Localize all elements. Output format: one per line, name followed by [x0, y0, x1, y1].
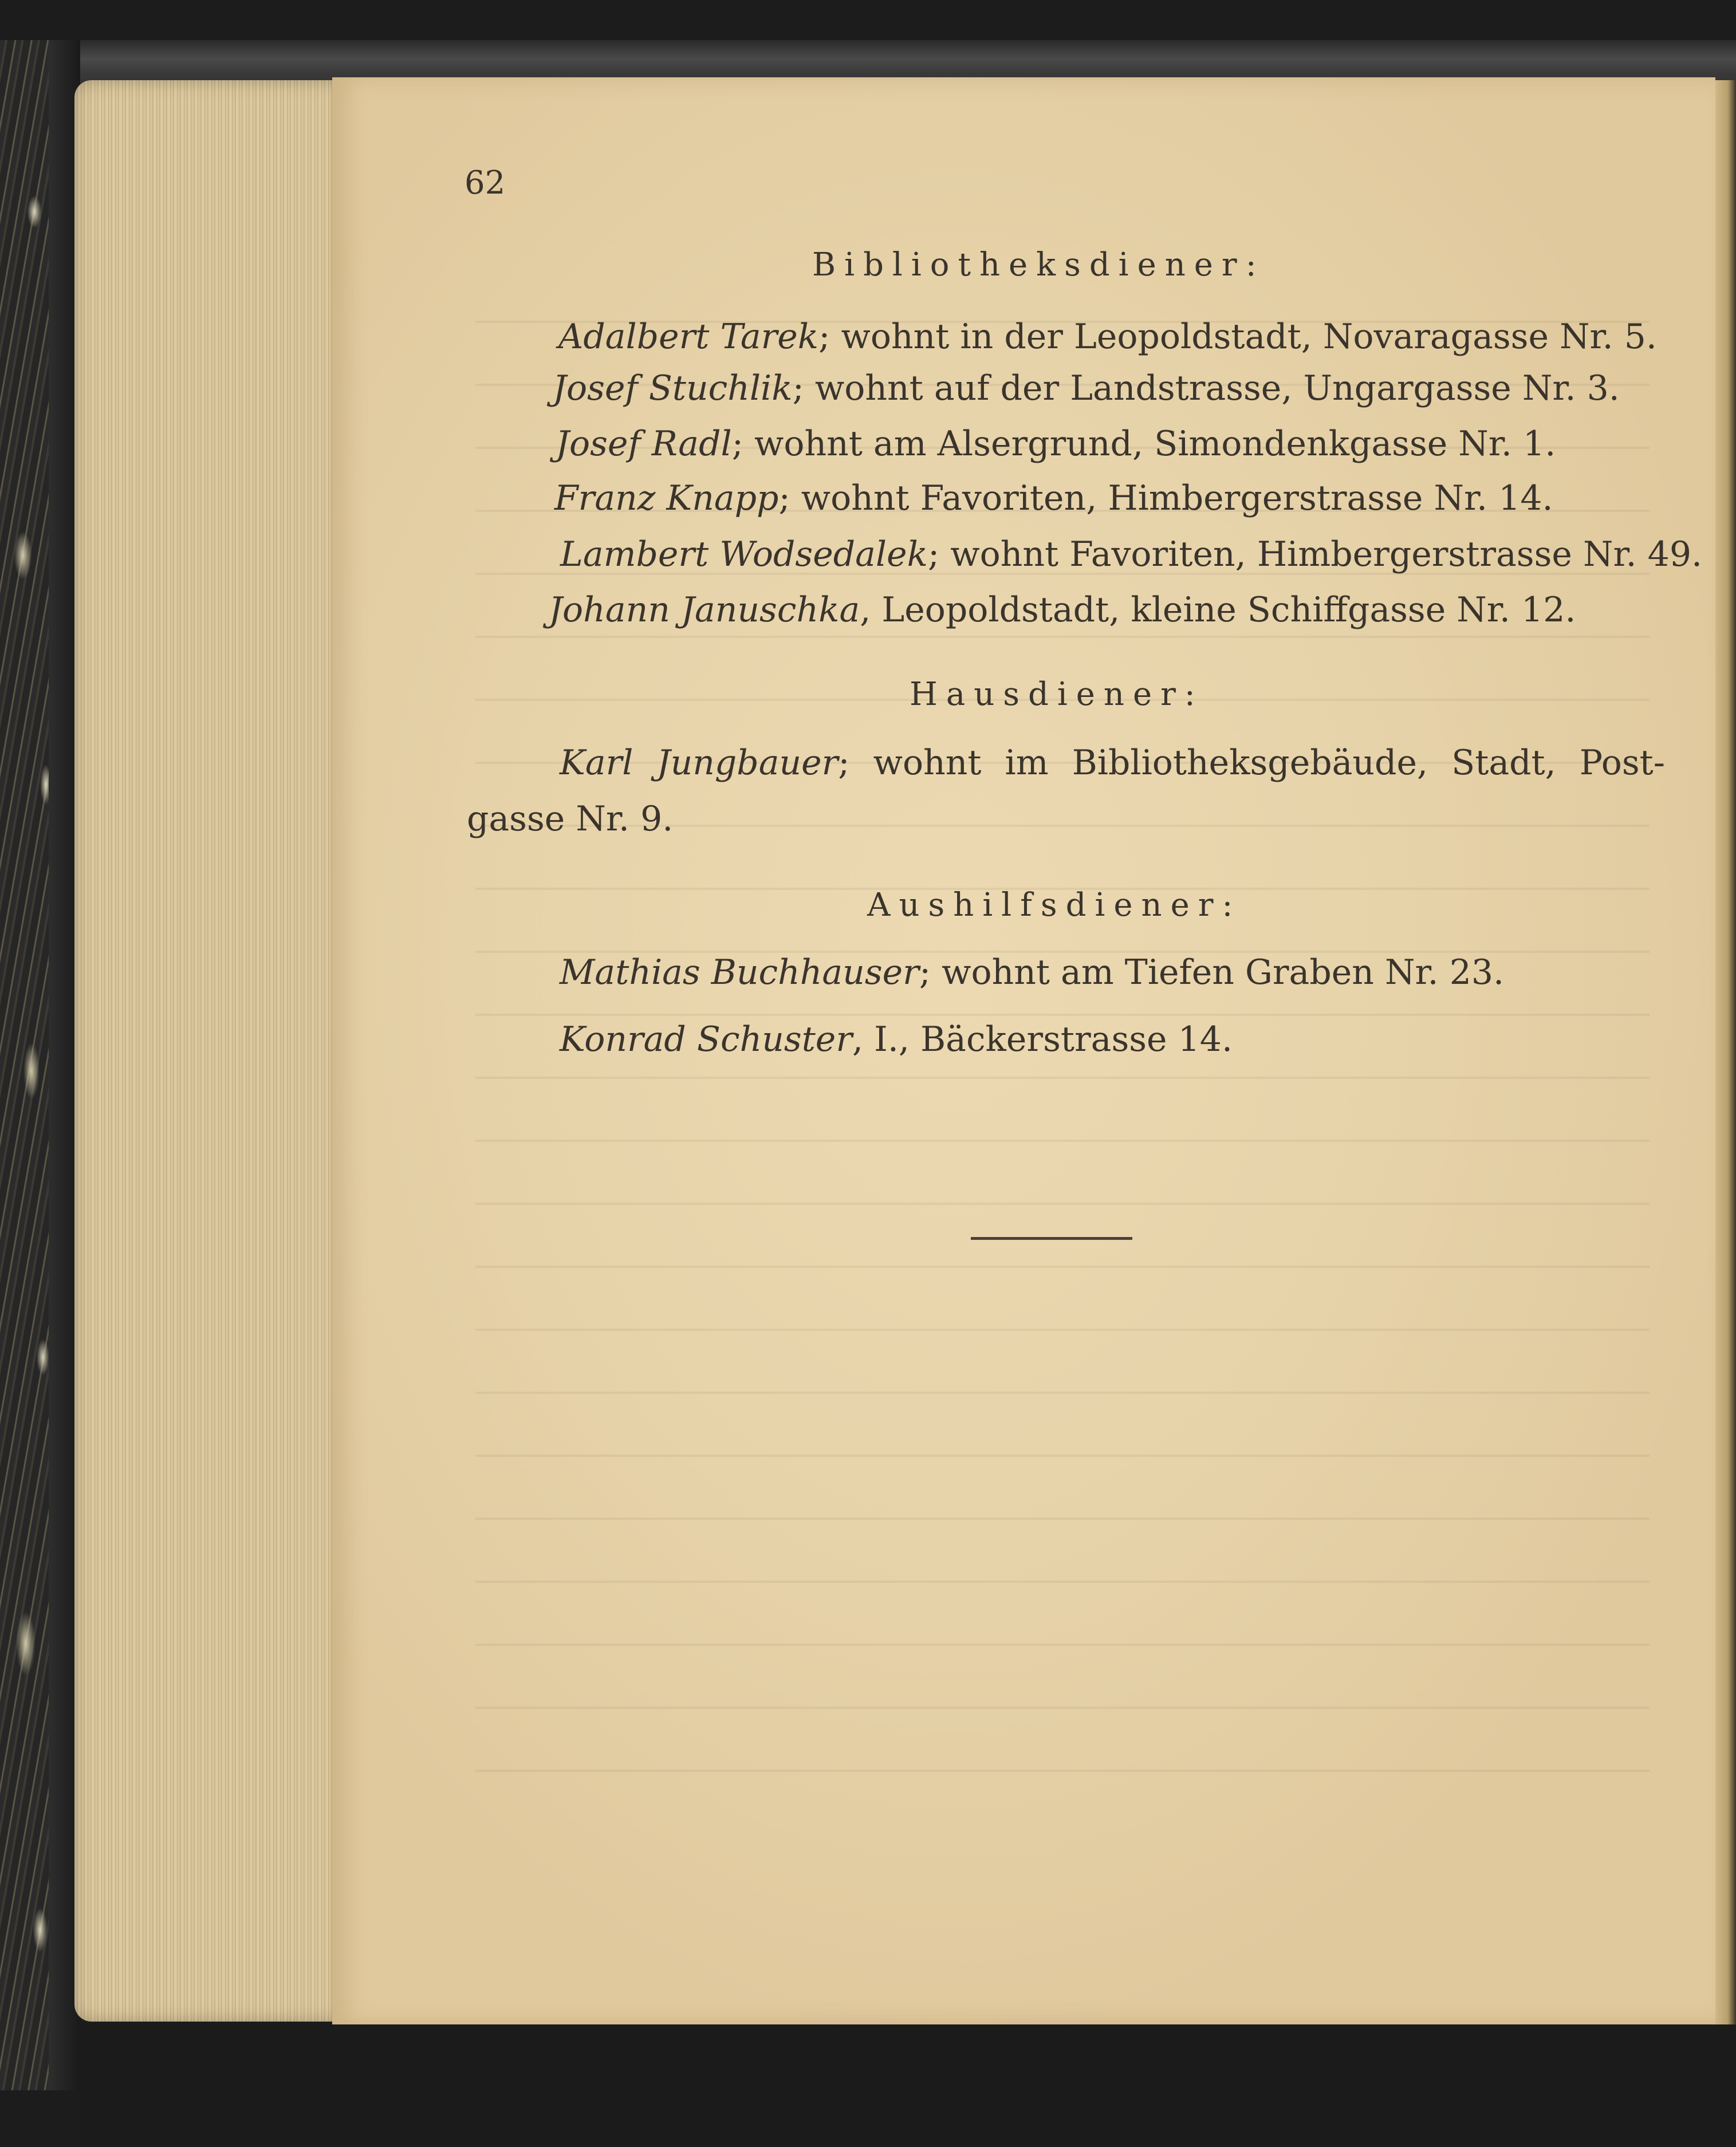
- entry-line: [553, 368, 1620, 408]
- entry-line: [560, 952, 1505, 992]
- separator: ;: [792, 368, 815, 408]
- entry-line: [560, 1019, 1233, 1059]
- entry-line: [558, 317, 1657, 357]
- person-name: Josef Stuchlik: [553, 368, 793, 408]
- separator: ;: [927, 534, 951, 574]
- person-name: Karl Jungbauer: [560, 743, 839, 783]
- section-heading-bibliotheksdiener: Bibliotheksdiener:: [812, 246, 1265, 283]
- person-name: Lambert Wodsedalek: [560, 534, 928, 574]
- address: wohnt Favoriten, Himbergerstrasse Nr. 49.: [950, 534, 1703, 574]
- section-heading-hausdiener: Hausdiener:: [910, 676, 1204, 713]
- book-bottom-edge: [80, 2024, 1736, 2147]
- separator: ,: [852, 1019, 875, 1059]
- address: wohnt am Tiefen Graben Nr. 23.: [942, 952, 1505, 992]
- section-heading-aushilfsdiener: Aushilfsdiener:: [867, 887, 1242, 924]
- address: wohnt in der Leopoldstadt, Novaragasse Nr. 5.: [841, 317, 1657, 357]
- entry-line: [560, 534, 1703, 574]
- entry-line: [560, 743, 1665, 783]
- entry-line: [556, 424, 1556, 464]
- person-name: Konrad Schuster: [560, 1019, 852, 1059]
- separator: ;: [731, 424, 754, 464]
- separator: ;: [919, 952, 942, 992]
- address: wohnt im Bibliotheksgebäude, Stadt, Post-: [873, 743, 1665, 783]
- page-stack-edges: [74, 80, 344, 2022]
- address: I., Bäckerstrasse 14.: [874, 1019, 1233, 1059]
- separator: ;: [778, 478, 801, 518]
- person-name: Mathias Buchhauser: [560, 952, 919, 992]
- separator: ;: [818, 317, 841, 357]
- person-name: Franz Knapp: [554, 478, 779, 518]
- page-number: 62: [464, 164, 506, 202]
- address: wohnt am Alsergrund, Simondenkgasse Nr. 1.: [754, 424, 1556, 464]
- page-right-edge: [1715, 80, 1736, 2027]
- entry-line: [554, 478, 1553, 518]
- address: Leopoldstadt, kleine Schiffgasse Nr. 12.: [881, 590, 1576, 630]
- person-name: Johann Januschka: [549, 590, 860, 630]
- separator: ,: [860, 590, 882, 630]
- separator: ;: [838, 743, 873, 783]
- entry-line: [549, 590, 1576, 630]
- person-name: Adalbert Tarek: [558, 317, 819, 357]
- entry-line-continuation: gasse Nr. 9.: [467, 799, 674, 839]
- address: wohnt auf der Landstrasse, Ungargasse Nr. 3.: [814, 368, 1620, 408]
- person-name: Josef Radl: [556, 424, 732, 464]
- closing-rule: [971, 1237, 1132, 1240]
- address: wohnt Favoriten, Himbergerstrasse Nr. 14.: [801, 478, 1553, 518]
